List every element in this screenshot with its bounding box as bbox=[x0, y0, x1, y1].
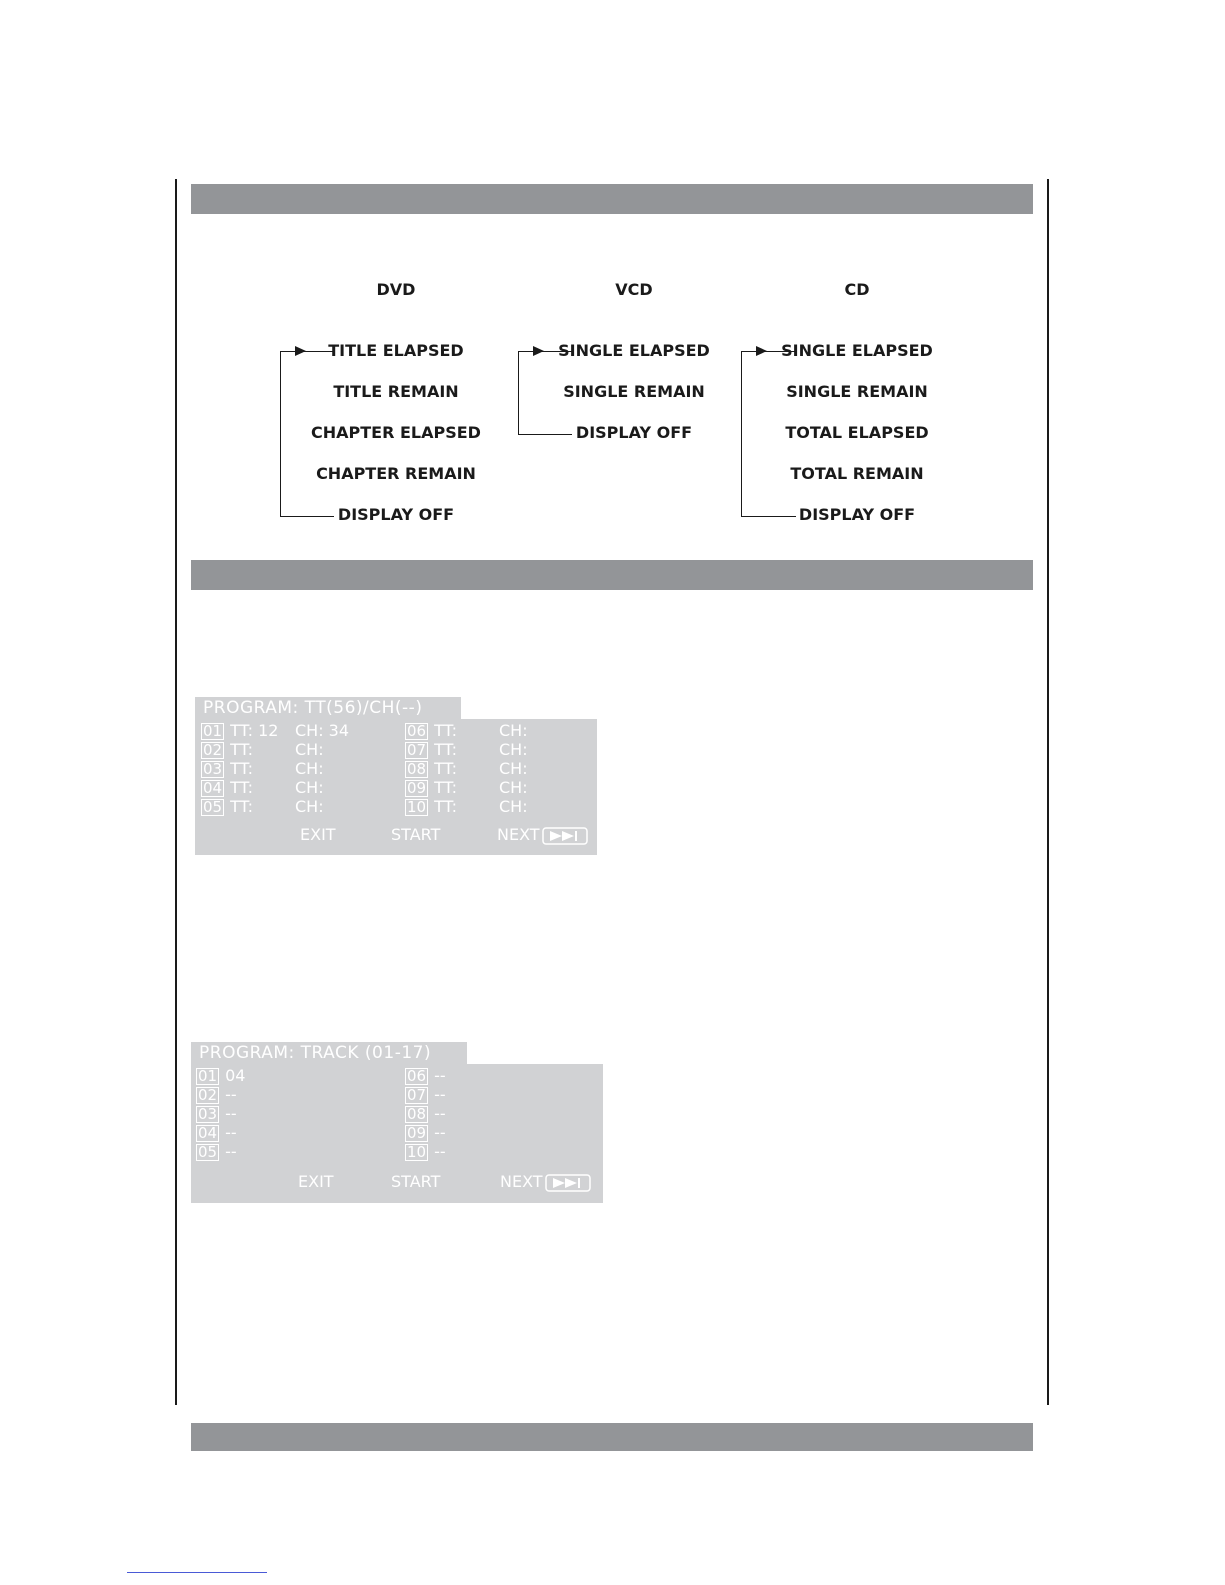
exit-button[interactable]: EXIT bbox=[300, 825, 336, 844]
mode-item: SINGLE ELAPSED bbox=[781, 341, 933, 360]
slot-title: TT: 12 bbox=[230, 721, 279, 740]
slot-title: TT: bbox=[434, 759, 457, 778]
slot-value: -- bbox=[434, 1142, 446, 1161]
page-left-rule bbox=[175, 179, 177, 1405]
slot-number: 07 bbox=[407, 741, 427, 759]
mode-item: TITLE ELAPSED bbox=[328, 341, 464, 360]
program-slot[interactable] bbox=[201, 740, 324, 759]
program-slot[interactable] bbox=[405, 797, 528, 816]
slot-chapter: CH: bbox=[499, 721, 528, 740]
slot-value: -- bbox=[225, 1142, 237, 1161]
cycle-bracket bbox=[741, 351, 796, 517]
program-slot[interactable] bbox=[405, 1086, 446, 1104]
next-label: NEXT bbox=[500, 1172, 543, 1191]
slot-number: 09 bbox=[407, 779, 427, 797]
arrow-right-icon bbox=[756, 346, 767, 356]
program-slot[interactable] bbox=[405, 740, 528, 759]
arrow-right-icon bbox=[533, 346, 544, 356]
next-label: NEXT bbox=[497, 825, 540, 844]
mode-item: TITLE REMAIN bbox=[333, 382, 459, 401]
program-slot[interactable] bbox=[196, 1124, 237, 1142]
program-slot[interactable] bbox=[405, 1105, 446, 1123]
page-right-rule bbox=[1047, 179, 1049, 1405]
program-slot[interactable] bbox=[201, 721, 350, 740]
slot-number: 05 bbox=[203, 798, 223, 816]
program-slot[interactable] bbox=[405, 1143, 446, 1161]
slot-value: -- bbox=[225, 1123, 237, 1142]
slot-number: 09 bbox=[407, 1124, 427, 1142]
mode-item: CHAPTER ELAPSED bbox=[311, 423, 481, 442]
slot-number: 01 bbox=[198, 1067, 218, 1085]
slot-chapter: CH: bbox=[295, 740, 324, 759]
section-header-bar bbox=[191, 560, 1033, 590]
footer-link-underline bbox=[127, 1572, 267, 1573]
program-slot[interactable] bbox=[201, 759, 324, 778]
slot-number: 10 bbox=[407, 798, 427, 816]
slot-number: 06 bbox=[407, 722, 427, 740]
column-heading-cd: CD bbox=[844, 280, 870, 299]
mode-item: SINGLE REMAIN bbox=[563, 382, 705, 401]
column-heading-vcd: VCD bbox=[615, 280, 653, 299]
dvd-program-screen bbox=[195, 697, 597, 855]
slot-value: -- bbox=[225, 1104, 237, 1123]
program-slot[interactable] bbox=[201, 778, 324, 797]
slot-title: TT: bbox=[230, 740, 253, 759]
slot-value: -- bbox=[434, 1085, 446, 1104]
slot-value: -- bbox=[434, 1123, 446, 1142]
slot-chapter: CH: bbox=[499, 778, 528, 797]
cycle-bracket bbox=[280, 351, 334, 517]
slot-number: 04 bbox=[198, 1124, 218, 1142]
program-panel bbox=[191, 1064, 603, 1203]
program-slot[interactable] bbox=[196, 1086, 237, 1104]
slot-chapter: CH: bbox=[295, 778, 324, 797]
slot-chapter: CH: bbox=[499, 797, 528, 816]
slot-number: 08 bbox=[407, 1105, 427, 1123]
slot-title: TT: bbox=[434, 740, 457, 759]
program-slot[interactable] bbox=[405, 778, 528, 797]
cd-program-screen bbox=[191, 1042, 603, 1203]
slot-chapter: CH: bbox=[499, 759, 528, 778]
mode-item: SINGLE REMAIN bbox=[786, 382, 928, 401]
mode-item: SINGLE ELAPSED bbox=[558, 341, 710, 360]
slot-number: 06 bbox=[407, 1067, 427, 1085]
program-slot[interactable] bbox=[405, 721, 528, 740]
slot-title: TT: bbox=[434, 721, 457, 740]
section-header-bar bbox=[191, 1423, 1033, 1451]
exit-button[interactable]: EXIT bbox=[298, 1172, 334, 1191]
program-slot[interactable] bbox=[196, 1105, 237, 1123]
program-slot[interactable] bbox=[201, 797, 324, 816]
start-button[interactable]: START bbox=[391, 825, 441, 844]
slot-chapter: CH: 34 bbox=[295, 721, 350, 740]
next-button[interactable] bbox=[500, 1172, 591, 1192]
slot-chapter: CH: bbox=[499, 740, 528, 759]
slot-title: TT: bbox=[230, 797, 253, 816]
slot-value: -- bbox=[434, 1104, 446, 1123]
slot-number: 08 bbox=[407, 760, 427, 778]
program-panel bbox=[195, 719, 597, 855]
mode-item: DISPLAY OFF bbox=[575, 423, 693, 442]
slot-title: TT: bbox=[434, 778, 457, 797]
slot-number: 07 bbox=[407, 1086, 427, 1104]
slot-chapter: CH: bbox=[295, 797, 324, 816]
start-button[interactable]: START bbox=[391, 1172, 441, 1191]
arrow-right-icon bbox=[295, 346, 306, 356]
mode-item: TOTAL ELAPSED bbox=[785, 423, 929, 442]
program-title: PROGRAM: TRACK (01-17) bbox=[191, 1042, 467, 1064]
slot-title: TT: bbox=[230, 778, 253, 797]
slot-number: 01 bbox=[203, 722, 223, 740]
program-slot[interactable] bbox=[405, 1124, 446, 1142]
slot-number: 02 bbox=[198, 1086, 218, 1104]
next-track-icon bbox=[542, 827, 588, 845]
slot-value: 04 bbox=[225, 1066, 246, 1085]
next-button[interactable] bbox=[497, 825, 588, 845]
cycle-bracket bbox=[518, 351, 572, 435]
next-track-icon bbox=[545, 1174, 591, 1192]
slot-number: 03 bbox=[203, 760, 223, 778]
slot-title: TT: bbox=[230, 759, 253, 778]
slot-number: 04 bbox=[203, 779, 223, 797]
program-slot[interactable] bbox=[196, 1067, 245, 1085]
slot-number: 05 bbox=[198, 1143, 218, 1161]
mode-item: DISPLAY OFF bbox=[798, 505, 916, 524]
slot-number: 03 bbox=[198, 1105, 218, 1123]
mode-item: TOTAL REMAIN bbox=[790, 464, 924, 483]
column-heading-dvd: DVD bbox=[376, 280, 416, 299]
slot-value: -- bbox=[434, 1066, 446, 1085]
slot-chapter: CH: bbox=[295, 759, 324, 778]
program-slot[interactable] bbox=[405, 1067, 446, 1085]
program-title: PROGRAM: TT(56)/CH(--) bbox=[195, 697, 461, 719]
slot-number: 10 bbox=[407, 1143, 427, 1161]
slot-value: -- bbox=[225, 1085, 237, 1104]
section-header-bar bbox=[191, 184, 1033, 214]
mode-item: DISPLAY OFF bbox=[337, 505, 455, 524]
program-slot[interactable] bbox=[405, 759, 528, 778]
slot-number: 02 bbox=[203, 741, 223, 759]
program-slot[interactable] bbox=[196, 1143, 237, 1161]
mode-item: CHAPTER REMAIN bbox=[316, 464, 476, 483]
slot-title: TT: bbox=[434, 797, 457, 816]
